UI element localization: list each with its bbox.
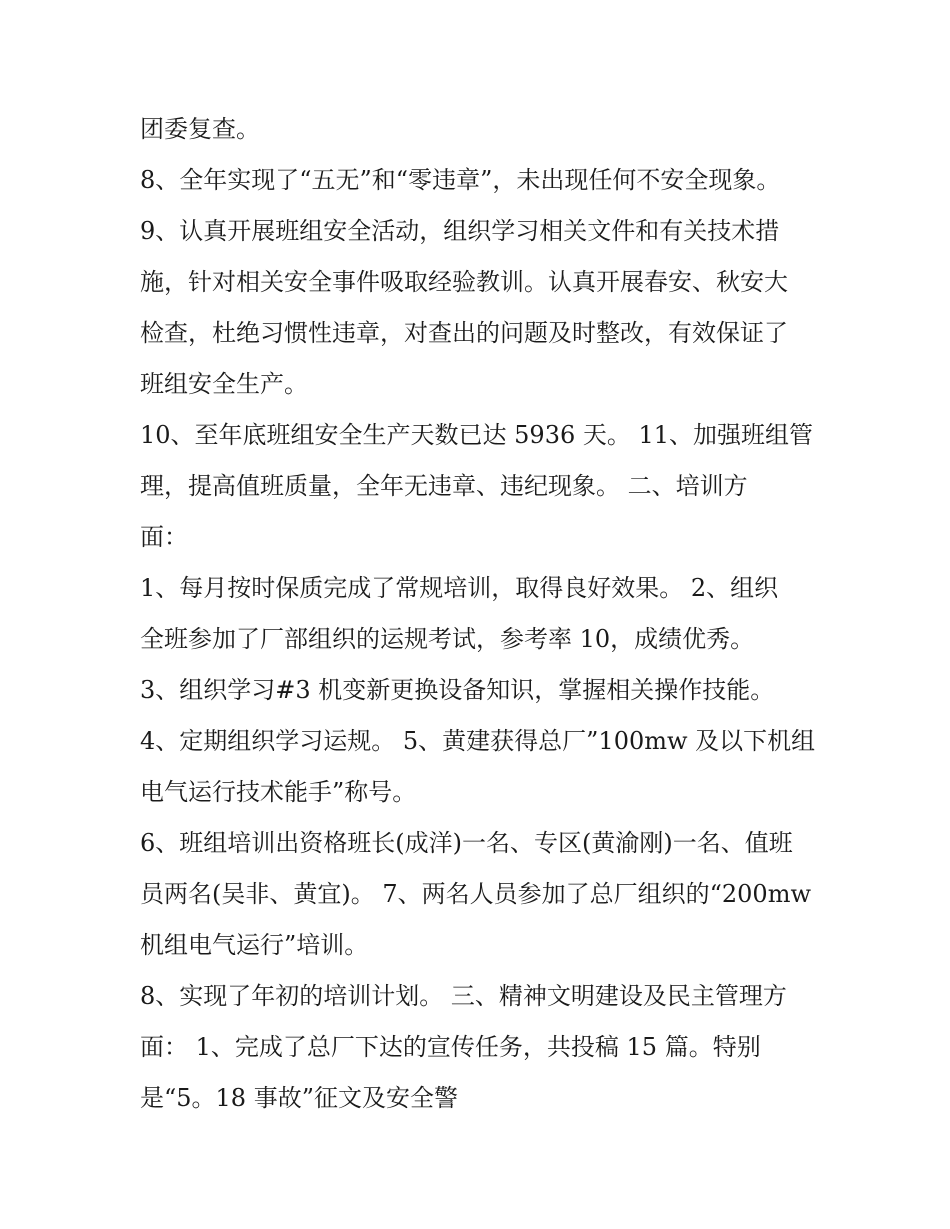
text-line: 理，提高值班质量，全年无违章、违纪现象。 二、培训方 [140,472,748,500]
text-line: 机组电气运行”培训。 [140,931,369,959]
text-line: 检查，杜绝习惯性违章，对查出的问题及时整改，有效保证了 [140,319,788,347]
text-line: 6、班组培训出资格班长(成洋)一名、专区(黄渝刚)一名、值班 [140,829,793,857]
text-line: 班组安全生产。 [140,370,308,398]
text-line: 1、每月按时保质完成了常规培训，取得良好效果。 2、组织 [140,574,779,602]
text-line: 面： 1、完成了总厂下达的宣传任务，共投稿 15 篇。特别 [140,1033,761,1061]
text-line: 8、全年实现了“五无”和“零违章”，未出现任何不安全现象。 [140,166,781,194]
text-line: 3、组织学习#3 机变新更换设备知识，掌握相关操作技能。 [140,676,775,704]
text-line: 员两名(吴非、黄宜)。 7、两名人员参加了总厂组织的“200mw [140,880,812,908]
text-line: 9、认真开展班组安全活动，组织学习相关文件和有关技术措 [140,217,780,245]
text-line: 电气运行技术能手”称号。 [140,778,417,806]
text-line: 面： [140,523,188,551]
text-line: 团委复查。 [140,115,260,143]
text-line: 是“5。18 事故”征文及安全警 [140,1084,458,1112]
text-line: 8、实现了年初的培训计划。 三、精神文明建设及民主管理方 [140,982,787,1010]
text-line: 施，针对相关安全事件吸取经验教训。认真开展春安、秋安大 [140,268,788,296]
text-line: 10、至年底班组安全生产天数已达 5936 天。 11、加强班组管 [140,421,814,449]
text-line: 全班参加了厂部组织的运规考试，参考率 10，成绩优秀。 [140,625,755,653]
document-body [140,104,830,1124]
text-line: 4、定期组织学习运规。 5、黄建获得总厂”100mw 及以下机组 [140,727,816,755]
